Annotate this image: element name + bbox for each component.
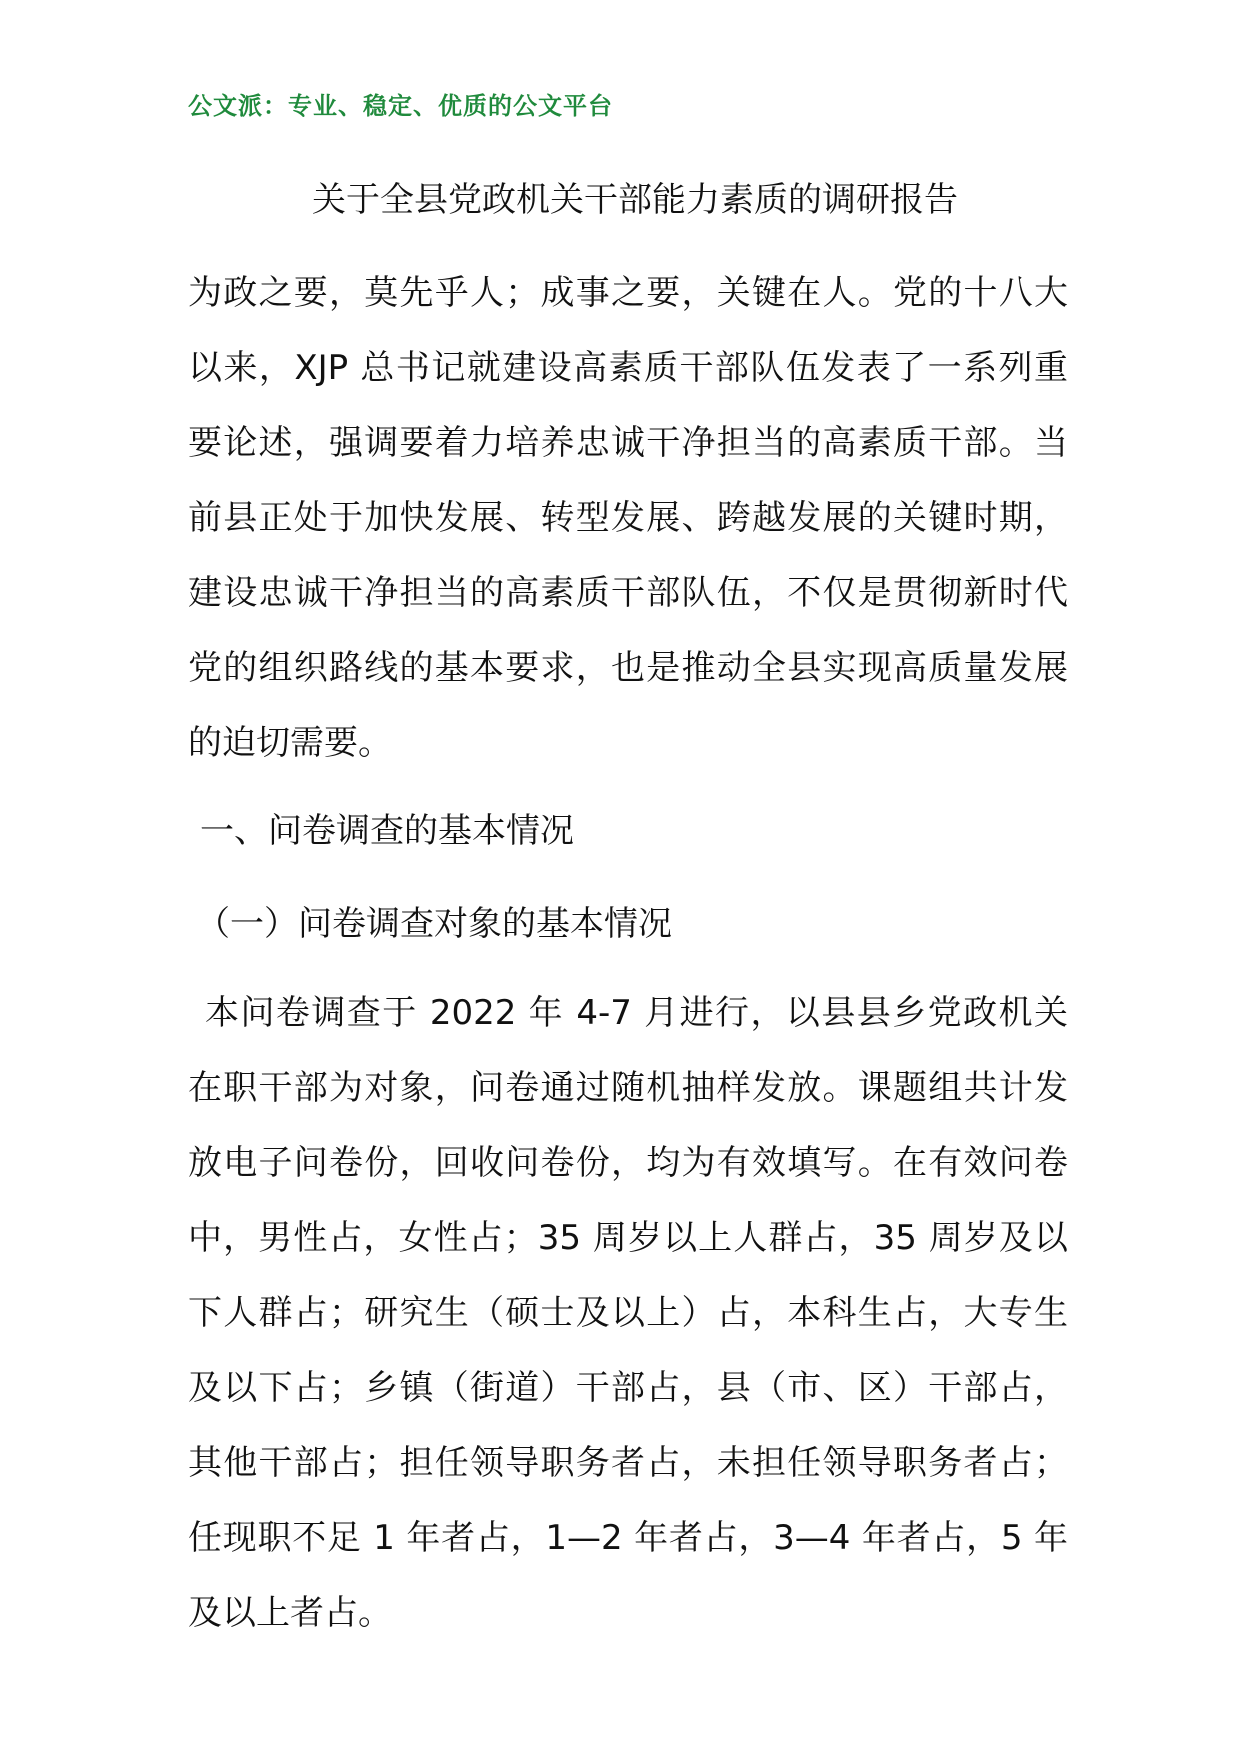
section-heading: 一、问卷调查的基本情况 [200,811,574,851]
intro-paragraph: 为政之要，莫先乎人；成事之要，关键在人。党的十八大以来，XJP 总书记就建设高素质干部队伍发表了一系列重要论述，强调要着力培养忠诚干净担当的高素质干部。当前县正处于加快发展、转型发展、跨越发展的关键时期，建设忠诚干净担当的高素质干部队伍，不仅是贯彻新时代党的组织路线的基本要求，也是推动全县实现高质量发展的迫切需要。 [188,273,1068,763]
header-slogan: 公文派：专业、稳定、优质的公文平台 [188,92,613,120]
subsection-heading: （一）问卷调查对象的基本情况 [196,904,672,944]
document-title: 关于全县党政机关干部能力素质的调研报告 [312,180,958,220]
survey-paragraph: 本问卷调查于 2022 年 4-7 月进行，以县县乡党政机关在职干部为对象，问卷通过随机抽样发放。课题组共计发放电子问卷份，回收问卷份，均为有效填写。在有效问卷中，男性占，女性占；35 周岁以上人群占，35 周岁及以下人群占；研究生（硕士及以上）占，本科生占，大专生及以下占；乡镇（街道）干部占，县（市、区）干部占，其他干部占；担任领导职务者占，未担任领导职务者占；任现职不足 1 年者占，1—2 年者占，3—4 年者占，5 年及以上者占。 [188,993,1068,1633]
